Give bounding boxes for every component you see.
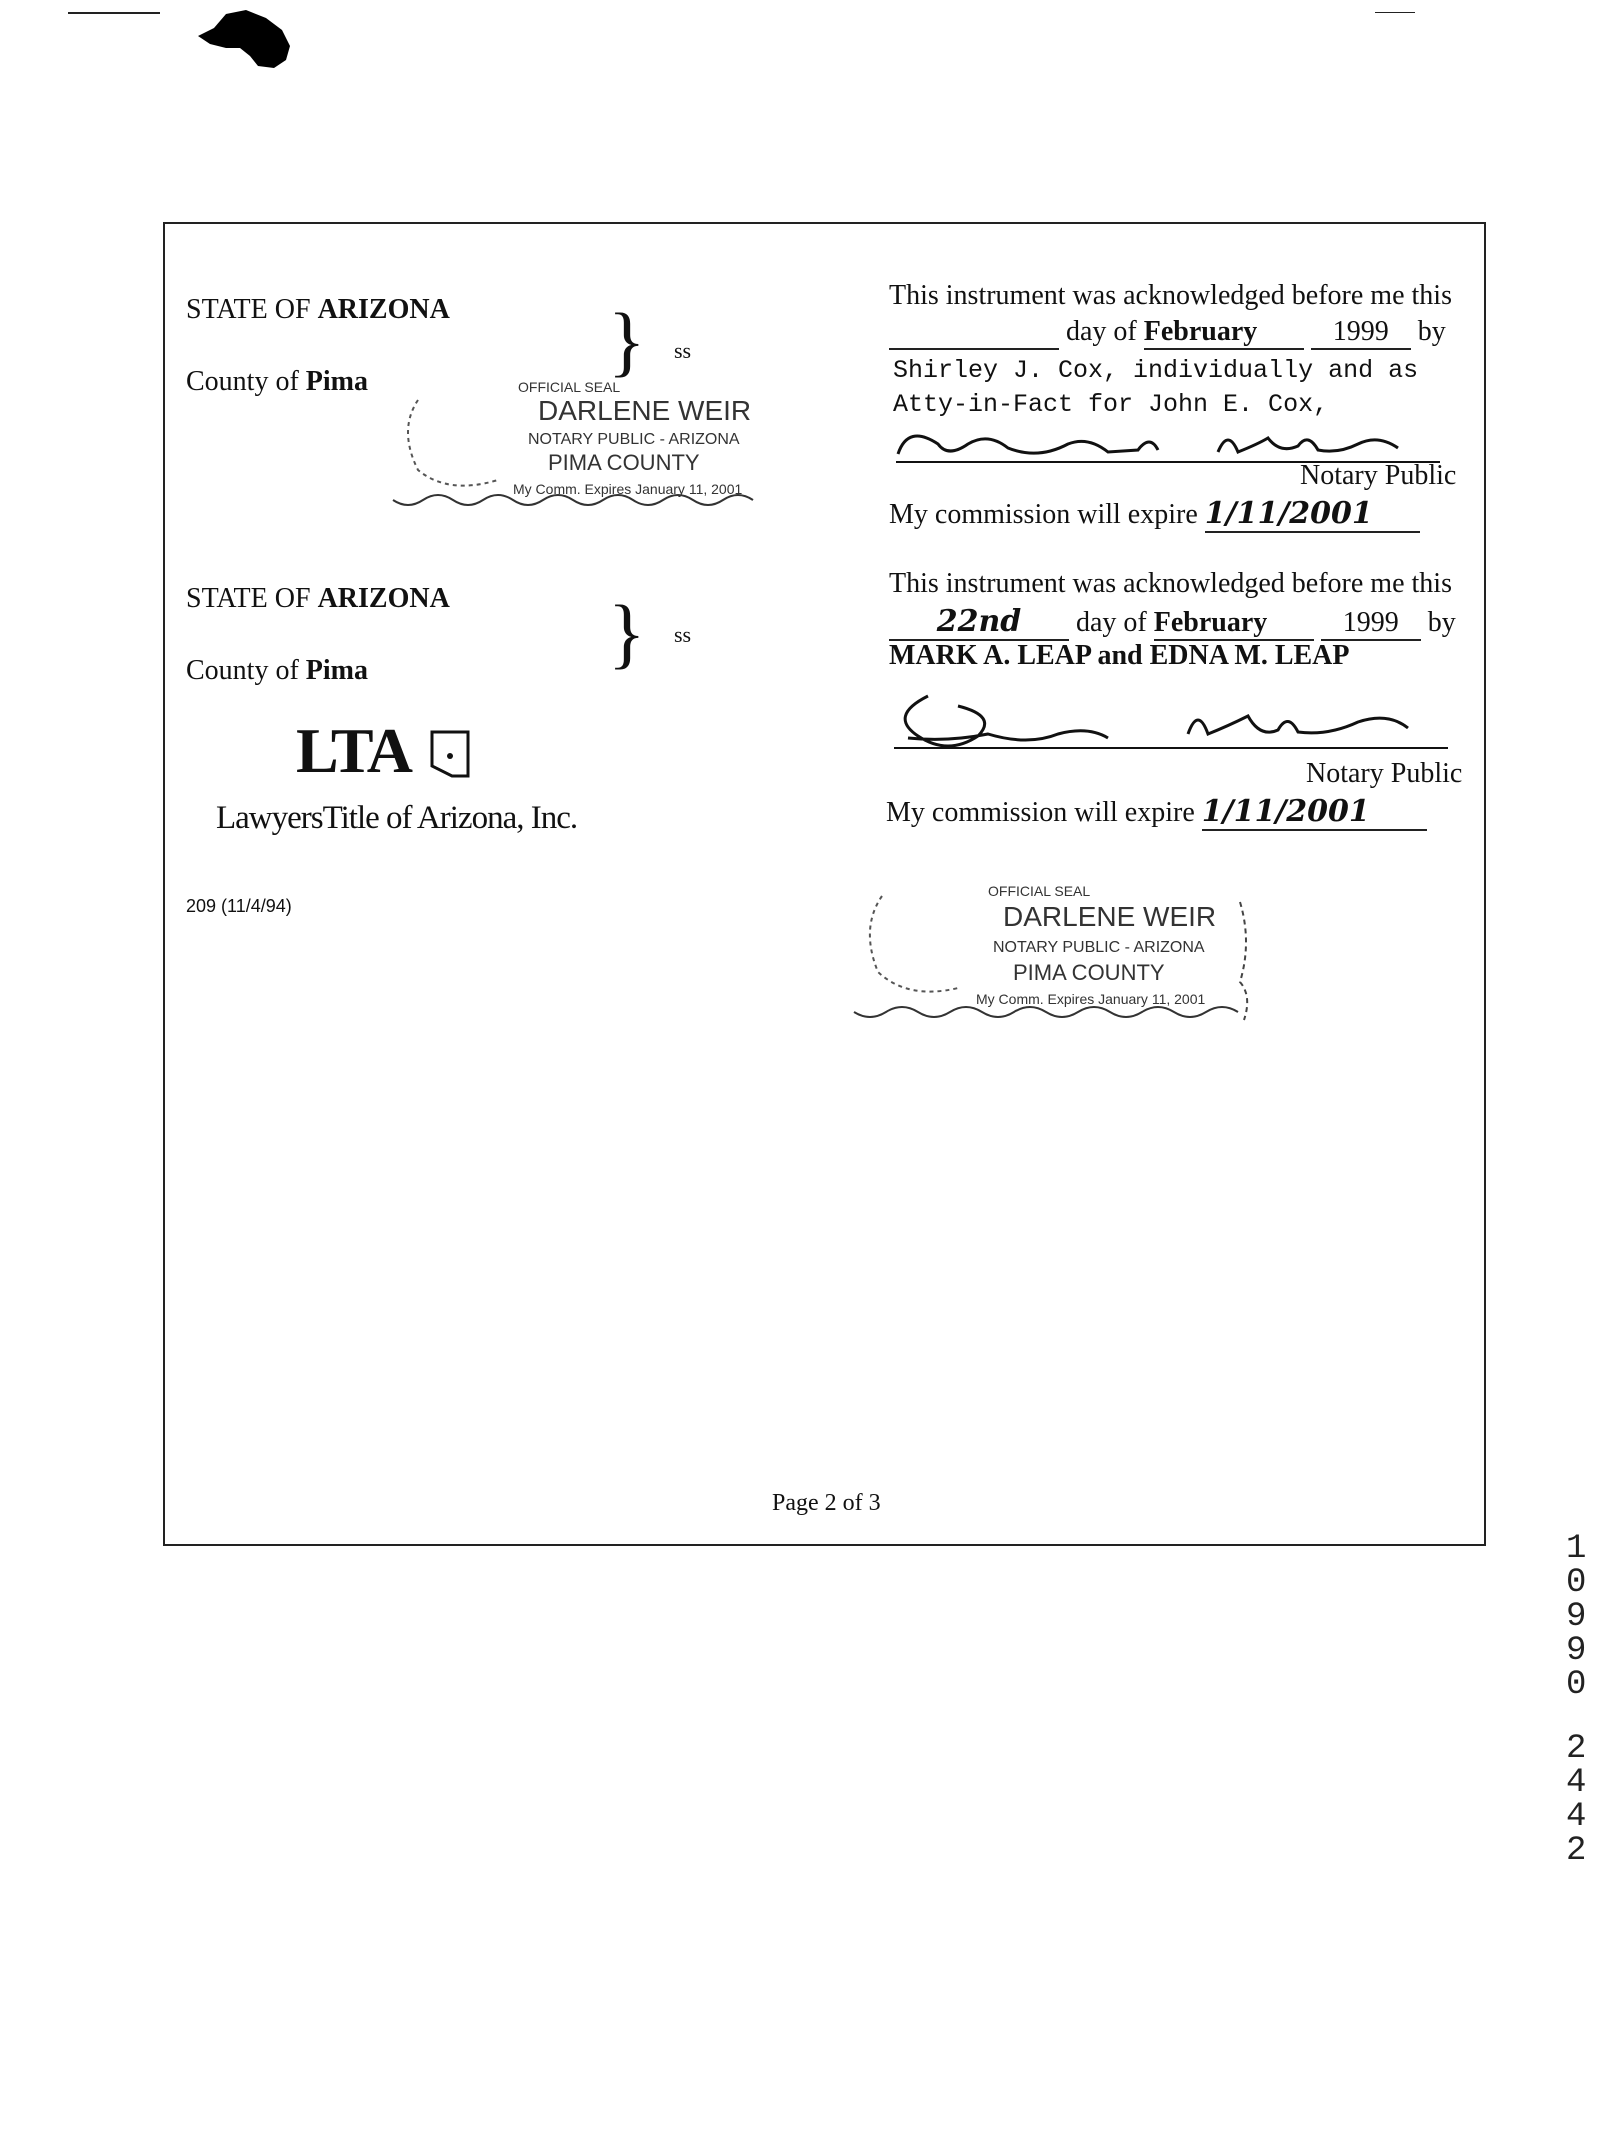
brace-1: }	[608, 297, 646, 384]
ss-label-2: ss	[674, 622, 692, 647]
form-number: 209 (11/4/94)	[186, 896, 292, 916]
svg-text:PIMA COUNTY: PIMA COUNTY	[1013, 960, 1165, 985]
brace-2: }	[608, 589, 646, 676]
lta-logo-mark: LTA	[296, 715, 411, 786]
scan-blot	[196, 8, 292, 70]
commission-line-1: My commission will expire 1/11/2001	[889, 496, 1420, 533]
acknowledgment-text-2: This instrument was acknowledged before me this	[889, 568, 1452, 599]
recording-digit: 2	[1566, 1730, 1587, 1768]
party-names-line-2: Atty-in-Fact for John E. Cox,	[893, 390, 1329, 419]
ack-date-line-1: day of February 1999 by	[889, 316, 1446, 350]
svg-text:My Comm. Expires January 11, 2: My Comm. Expires January 11, 2001	[976, 991, 1206, 1007]
venue-state-2: STATE OF ARIZONA	[186, 583, 450, 614]
svg-text:DARLENE WEIR: DARLENE WEIR	[538, 395, 752, 426]
ss-label-1: ss	[674, 338, 692, 363]
recording-digit: 0	[1566, 1564, 1587, 1602]
recording-digit: 9	[1566, 1632, 1587, 1670]
recording-digit: 4	[1566, 1764, 1587, 1802]
recording-digit: 9	[1566, 1598, 1587, 1636]
page-number: Page 2 of 3	[772, 1490, 881, 1516]
party-names-2: MARK A. LEAP and EDNA M. LEAP	[889, 640, 1350, 671]
recording-digit: 2	[1566, 1832, 1587, 1870]
scan-mark	[68, 12, 160, 14]
notary-stamp-1	[388, 370, 768, 520]
company-name: LawyersTitle of Arizona, Inc.	[216, 800, 578, 836]
arizona-state-icon	[428, 728, 472, 780]
party-names-line-1: Shirley J. Cox, individually and as	[893, 356, 1419, 385]
notary-stamp-2	[848, 872, 1258, 1032]
scan-mark	[1375, 12, 1415, 13]
acknowledgment-text-1: This instrument was acknowledged before me this	[889, 280, 1452, 311]
svg-text:NOTARY PUBLIC - ARIZONA: NOTARY PUBLIC - ARIZONA	[993, 939, 1205, 956]
svg-text:My Comm. Expires January 11, 2: My Comm. Expires January 11, 2001	[513, 481, 743, 497]
svg-text:PIMA COUNTY: PIMA COUNTY	[548, 450, 700, 475]
ack-date-line-2: 22nd day of February 1999 by	[889, 604, 1456, 641]
svg-text:DARLENE WEIR: DARLENE WEIR	[1003, 901, 1217, 932]
recording-digit: 0	[1566, 1666, 1587, 1704]
venue-county-2: County of Pima	[186, 655, 368, 686]
recording-digit: 1	[1566, 1530, 1587, 1568]
svg-text:NOTARY PUBLIC - ARIZONA: NOTARY PUBLIC - ARIZONA	[528, 431, 740, 448]
commission-line-2: My commission will expire 1/11/2001	[886, 794, 1427, 831]
venue-county-1: County of Pima	[186, 366, 368, 397]
venue-state-1: STATE OF ARIZONA	[186, 294, 450, 325]
notary-signature-2	[888, 676, 1458, 766]
svg-text:OFFICIAL SEAL: OFFICIAL SEAL	[988, 883, 1091, 899]
notary-public-label-1: Notary Public	[1300, 460, 1457, 491]
svg-text:OFFICIAL SEAL: OFFICIAL SEAL	[518, 379, 621, 395]
recording-digit: 4	[1566, 1798, 1587, 1836]
notary-public-label-2: Notary Public	[1306, 758, 1463, 789]
